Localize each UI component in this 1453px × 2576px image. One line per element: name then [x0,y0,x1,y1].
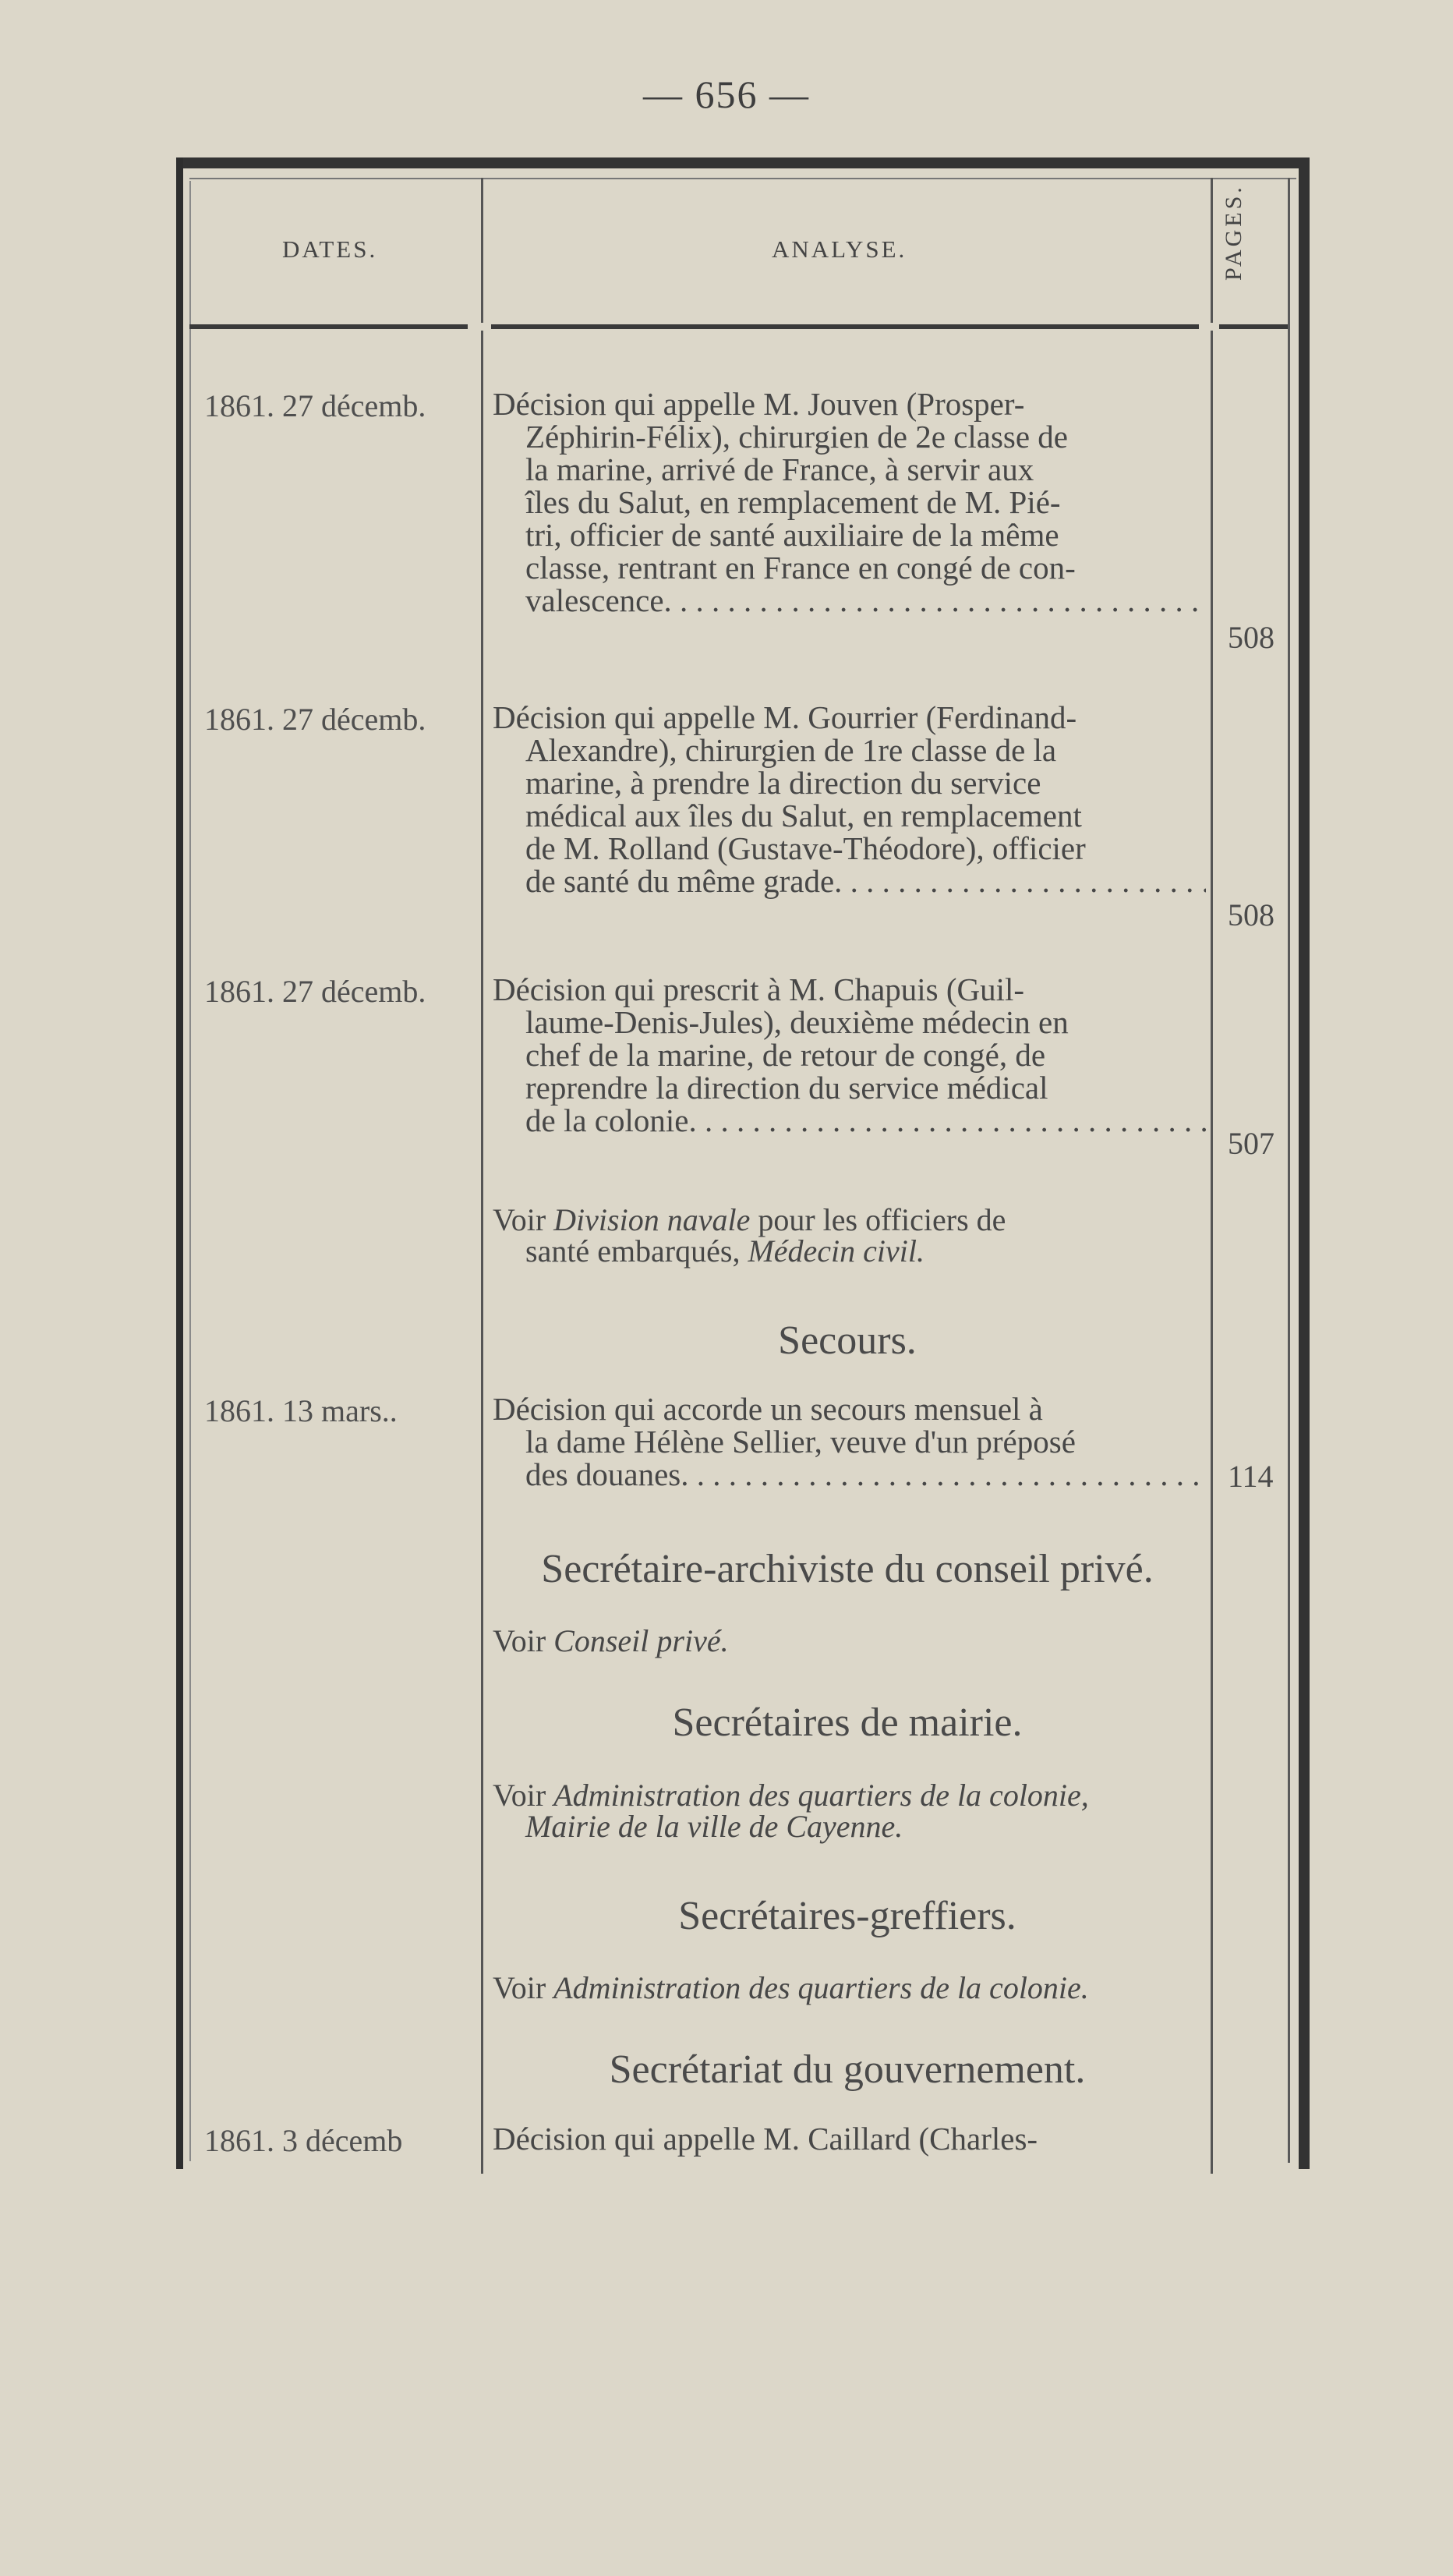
entry-text [493,387,1206,617]
table-top-border [176,157,1308,168]
section-heading: Secrétaires de mairie. [672,1700,1023,1745]
entry-first-line: Décision qui appelle M. Caillard (Charles- [493,2121,1038,2157]
section-heading: Secrétaire-archiviste du conseil privé. [541,1547,1154,1591]
entry-page: 507 [1228,1126,1274,1161]
entry-line: Alexandre), chirurgien de 1re classe de la [525,732,1057,768]
voir-reference: Médecin civil. [748,1233,924,1269]
table-left-border [176,157,183,2169]
voir-reference: Administration des quartiers de la colonie. [553,1970,1089,2005]
entry-text [493,1392,1206,1491]
entry-last-line: de la colonie [525,1102,689,1138]
entry-line: classe, rentrant en France en congé de con- [525,550,1076,586]
header-rule-gap [468,323,491,331]
table-right-inner-border [1288,178,1290,2163]
voir-prefix: Voir [493,1970,546,2005]
voir-prefix: Voir [493,1202,546,1237]
table-top-inner-border [189,178,1296,179]
entry-line: tri, officier de santé auxiliaire de la même [525,517,1059,553]
entry-text [493,973,1206,1137]
entry-date: 1861. 27 décemb. [204,702,426,737]
voir-prefix: Voir [493,1778,546,1813]
section-heading: Secours. [778,1318,917,1363]
column-divider-dates [481,178,483,2174]
entry-page: 114 [1228,1459,1274,1494]
voir-text: pour les officiers de [758,1202,1006,1237]
entry-text [493,701,1206,897]
entry-date: 1861. 27 décemb. [204,974,426,1009]
voir-reference: Conseil privé. [553,1623,729,1658]
entry-first-line: Décision qui prescrit à M. Chapuis (Guil- [493,971,1025,1007]
entry-line: reprendre la direction du service médical [525,1070,1048,1106]
column-divider-pages [1211,178,1213,2174]
entry-line: marine, à prendre la direction du service [525,765,1041,801]
entry-line: médical aux îles du Salut, en remplacement [525,798,1082,833]
voir-reference: Division navale [553,1202,751,1237]
voir-reference: Mairie de la ville de Cayenne. [525,1809,903,1844]
section-heading: Secrétariat du gouvernement. [609,2047,1086,2092]
cross-reference [493,1623,1206,1658]
entry-line: chef de la marine, de retour de congé, de [525,1037,1046,1073]
entry-page: 508 [1228,897,1274,932]
entry-first-line: Décision qui appelle M. Jouven (Prosper- [493,386,1025,422]
voir-text: santé embarqués, [525,1233,741,1269]
table-right-border [1299,157,1310,2169]
header-rule [189,324,1288,329]
entry-line: îles du Salut, en remplacement de M. Pié- [525,484,1061,520]
header-analyse: ANALYSE. [772,235,907,263]
entry-first-line: Décision qui appelle M. Gourrier (Ferdinand- [493,699,1077,735]
entry-last-line: de santé du même grade [525,863,835,899]
table-left-inner-border [189,181,191,2161]
cross-reference [493,1780,1206,1842]
entry-page: 508 [1228,620,1274,655]
header-rule-gap [1199,323,1219,331]
entry-text [493,2122,1206,2155]
voir-reference: Administration des quartiers de la colonie, [553,1778,1089,1813]
entry-last-line: valescence [525,582,664,618]
entry-first-line: Décision qui accorde un secours mensuel à [493,1391,1043,1427]
entry-date: 1861. 27 décemb. [204,388,426,423]
entry-date: 1861. 13 mars.. [204,1393,398,1428]
header-dates: DATES. [282,235,378,263]
page-number: — 656 — [643,73,810,116]
entry-line: la marine, arrivé de France, à servir aux [525,451,1034,487]
entry-last-line: des douanes [525,1456,681,1492]
section-heading: Secrétaires-greffiers. [678,1894,1016,1938]
entry-date: 1861. 3 décemb [204,2123,403,2158]
voir-prefix: Voir [493,1623,546,1658]
entry-line: la dame Hélène Sellier, veuve d'un préposé [525,1424,1076,1460]
entry-line: de M. Rolland (Gustave-Théodore), officier [525,830,1086,866]
entry-line: Zéphirin-Félix), chirurgien de 2e classe de [525,419,1068,455]
header-pages: PAGES. [1221,184,1246,281]
cross-reference [493,1970,1206,2005]
cross-reference [493,1202,1206,1269]
entry-line: laume-Denis-Jules), deuxième médecin en [525,1004,1069,1040]
